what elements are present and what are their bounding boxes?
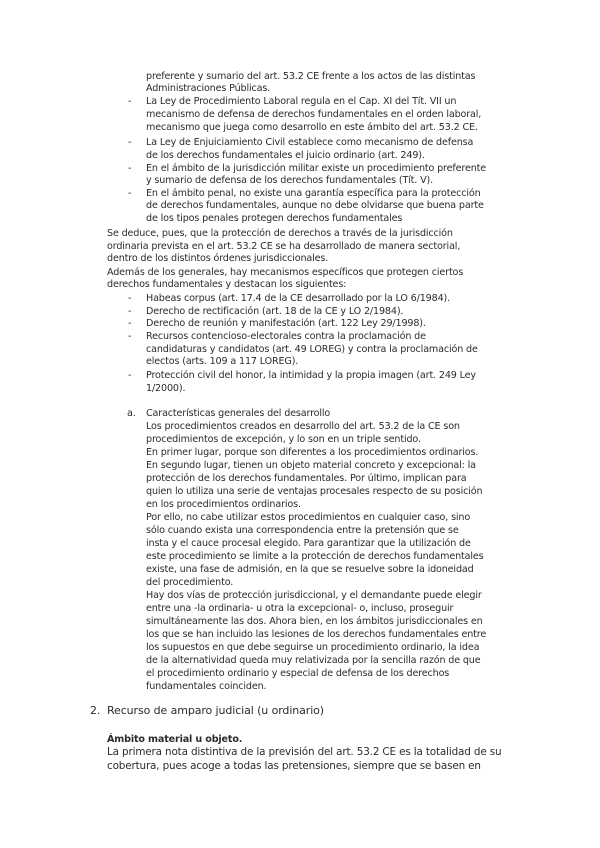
text-line: En primer lugar, porque son diferentes a los procedimientos ordinarios. (146, 447, 479, 458)
text-line: En el ámbito de la jurisdicción militar existe un procedimiento preferente (146, 163, 486, 174)
text-line: Protección civil del honor, la intimidad y la propia imagen (art. 249 Ley (146, 370, 476, 381)
text-line: La primera nota distintiva de la previsión del art. 53.2 CE es la totalidad de su (107, 746, 502, 758)
text-line: de los derechos fundamentales el juicio ordinario (art. 249). (146, 150, 425, 161)
text-line: candidaturas y candidatos (art. 49 LOREG) y contra la proclamación de (146, 344, 478, 355)
bullet-marker: - (128, 137, 132, 148)
text-line: sólo cuando exista una correspondencia entre la pretensión que se (146, 525, 459, 536)
text-line: los que se han incluido las lesiones de los derechos fundamentales entre (146, 629, 487, 640)
text-line: de la alternatividad queda muy relativizada por la sencilla razón de que (146, 655, 481, 666)
text-line: dentro de los distintos órdenes jurisdiccionales. (107, 253, 329, 264)
text-line: quien lo utiliza una serie de ventajas procesales respecto de su posición (146, 486, 483, 497)
text-line: y sumario de defensa de los derechos fundamentales (Tít. V). (146, 175, 433, 186)
text-line: simultáneamente las dos. Ahora bien, en los ámbitos jurisdiccionales en (146, 616, 483, 627)
text-line: 1/2000). (146, 383, 186, 394)
text-line: protección de los derechos fundamentales. Por último, implican para (146, 473, 467, 484)
bullet-marker: - (128, 188, 132, 199)
text-line: los supuestos en que debe seguirse un procedimiento ordinario, la idea (146, 642, 480, 653)
bullet-marker: - (128, 163, 132, 174)
subsection-marker: a. (127, 408, 136, 419)
text-line: existe, una fase de admisión, en la que se resuelve sobre la idoneidad (146, 564, 474, 575)
text-line: en los procedimientos ordinarios. (146, 499, 301, 510)
subsection-title: Características generales del desarrollo (146, 408, 331, 419)
text-line: el procedimiento ordinario y especial de defensa de los derechos (146, 668, 450, 679)
text-line: ordinaria prevista en el art. 53.2 CE se ha desarrollado de manera sectorial, (107, 241, 461, 252)
text-line: La Ley de Enjuiciamiento Civil establece como mecanismo de defensa (146, 137, 474, 148)
text-line: de derechos fundamentales, aunque no debe olvidarse que buena parte (146, 200, 484, 211)
text-line: mecanismo de defensa de derechos fundamentales en el orden laboral, (146, 109, 482, 120)
text-line: mecanismo que juega como desarrollo en este ámbito del art. 53.2 CE. (146, 122, 478, 133)
bullet-marker: - (128, 318, 132, 329)
bullet-marker: - (128, 293, 132, 304)
text-line: En segundo lugar, tienen un objeto material concreto y excepcional: la (146, 460, 476, 471)
text-line: fundamentales coinciden. (146, 681, 267, 692)
text-line: entre una -la ordinaria- u otra la excepcional- o, incluso, proseguir (146, 603, 454, 614)
bullet-marker: - (128, 306, 132, 317)
text-line: preferente y sumario del art. 53.2 CE frente a los actos de las distintas (146, 71, 476, 82)
text-line: del procedimiento. (146, 577, 234, 588)
text-line: Derecho de reunión y manifestación (art. 122 Ley 29/1998). (146, 318, 426, 329)
text-line: Habeas corpus (art. 17.4 de la CE desarrollado por la LO 6/1984). (146, 293, 451, 304)
section-title: Recurso de amparo judicial (u ordinario) (107, 704, 324, 717)
text-line: Los procedimientos creados en desarrollo del art. 53.2 de la CE son (146, 421, 460, 432)
text-line: La Ley de Procedimiento Laboral regula en el Cap. XI del Tít. VII un (146, 96, 457, 107)
text-line: Recursos contencioso-electorales contra la proclamación de (146, 331, 426, 342)
text-line: En el ámbito penal, no existe una garantía específica para la protección (146, 188, 481, 199)
bullet-marker: - (128, 96, 132, 107)
text-line: procedimientos de excepción, y lo son en un triple sentido. (146, 434, 421, 445)
text-line: Derecho de rectificación (art. 18 de la CE y LO 2/1984). (146, 306, 404, 317)
text-line: derechos fundamentales y destacan los siguientes: (107, 279, 347, 290)
bullet-marker: - (128, 370, 132, 381)
text-line: este procedimiento se limite a la protección de derechos fundamentales (146, 551, 484, 562)
text-line: Además de los generales, hay mecanismos específicos que protegen ciertos (107, 267, 464, 278)
text-line: insta y el cauce procesal elegido. Para garantizar que la utilización de (146, 538, 471, 549)
text-line: Por ello, no cabe utilizar estos procedimientos en cualquier caso, sino (146, 512, 471, 523)
text-line: de los tipos penales protegen derechos fundamentales (146, 213, 403, 224)
text-line: cobertura, pues acoge a todas las pretensiones, siempre que se basen en (107, 760, 481, 772)
text-line: Hay dos vías de protección jurisdiccional, y el demandante puede elegir (146, 590, 482, 601)
text-line: electos (arts. 109 a 117 LOREG). (146, 356, 299, 367)
text-line: Administraciones Públicas. (146, 83, 271, 94)
subheading: Ámbito material u objeto. (107, 734, 243, 745)
section-number: 2. (90, 704, 101, 717)
text-line: Se deduce, pues, que la protección de derechos a través de la jurisdicción (107, 228, 453, 239)
bullet-marker: - (128, 331, 132, 342)
